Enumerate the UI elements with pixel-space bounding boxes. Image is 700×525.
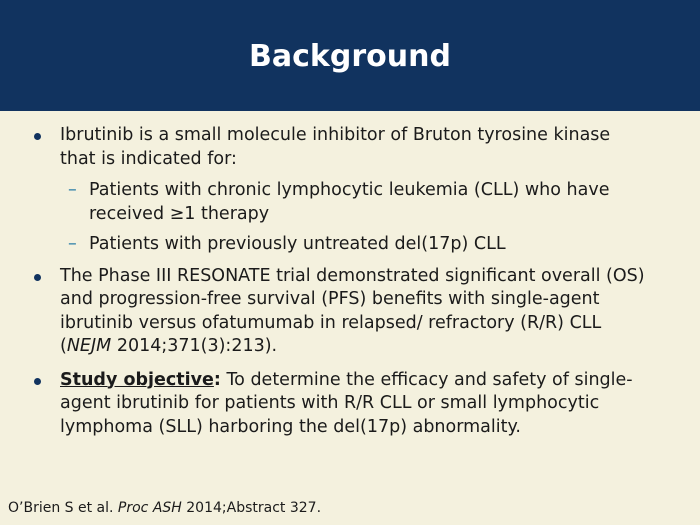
bullet-study-objective [0,369,650,440]
sub-bullet-cll-prior-therapy [0,179,649,226]
dash-icon: – [68,234,77,254]
dash-icon: – [68,180,77,200]
bullet-ibrutinib [0,124,650,171]
study-objective-text: To determine the efficacy and safety of single-agent ibrutinib for patients with R/R CLL or small lymphocytic lymphoma (SLL) harboring the del(17p) abnormality. [60,369,633,437]
slide-content [0,124,700,439]
bullet-dot-icon [34,133,41,140]
bullet-dot-icon [34,378,41,385]
study-objective-label: Study objective [60,369,214,390]
study-objective-colon: : [213,369,221,390]
citation-authors: O’Brien S et al. [8,500,118,516]
bullet-resonate [0,265,650,359]
journal-name: NEJM [66,336,112,356]
sub-bullet-del17p [0,233,649,257]
bullet-text: Ibrutinib is a small molecule inhibitor of Bruton tyrosine kinase that is indicated for: [60,125,611,169]
slide-title: Background [249,39,451,74]
sub-bullet-text: Patients with chronic lymphocytic leukemia (CLL) who have received ≥1 therapy [89,180,610,224]
sub-bullet-text: Patients with previously untreated del(17p) CLL [89,234,506,254]
citation-details: 2014;Abstract 327. [181,500,322,516]
citation-journal: Proc ASH [117,500,182,516]
title-bar [0,0,700,111]
bullet-text-post: 2014;371(3):213). [111,336,278,356]
citation-footer [8,500,321,516]
bullet-text-pre: The Phase III RESONATE trial demonstrated significant overall (OS) and progression-free survival (PFS) benefits with single-agent ibrutinib versus ofatumumab in relapsed/ refractory (R/R) CLL ( [60,265,645,356]
bullet-dot-icon [34,274,41,281]
